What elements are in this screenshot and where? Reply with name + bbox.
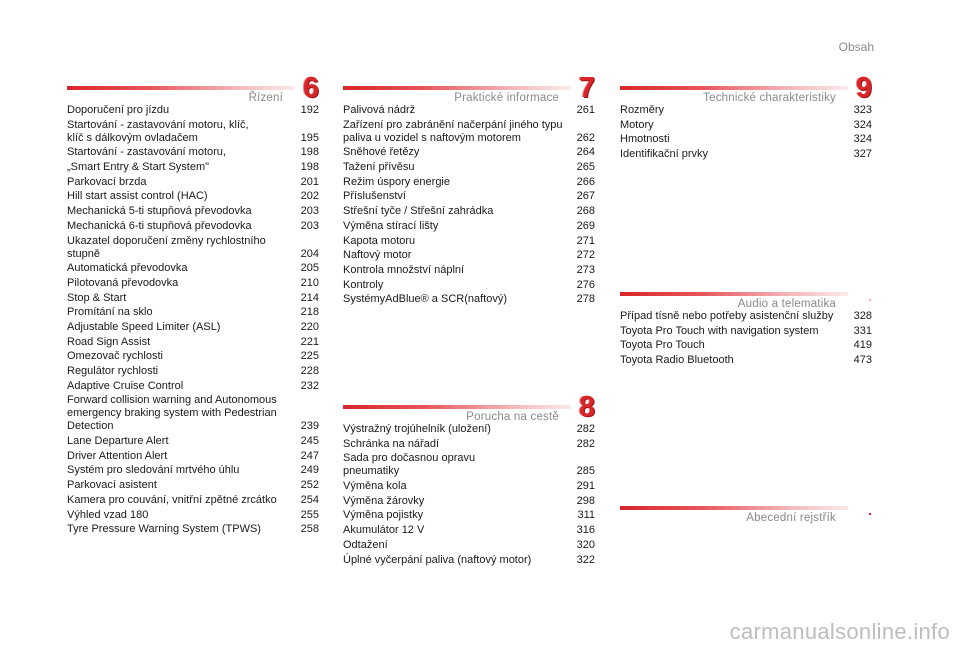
toc-entry-page: 278 <box>576 293 595 306</box>
toc-entry-page: 419 <box>853 339 872 352</box>
toc-entry-label: Střešní tyče / Střešní zahrádka <box>343 205 494 218</box>
toc-entry-page: 323 <box>853 104 872 116</box>
toc-entry-page: 198 <box>300 161 319 174</box>
toc-entry-page: 327 <box>853 148 872 161</box>
toc-entry-label: Kontrola množství náplní <box>343 263 465 276</box>
toc-entry-page: 273 <box>576 263 595 276</box>
toc-entry[interactable] <box>67 292 319 305</box>
toc-entry-page: 228 <box>300 365 319 377</box>
toc-entry[interactable] <box>620 354 872 367</box>
section-audio-a-telematika <box>620 280 872 369</box>
toc-entry-label: Parkovací brzda <box>67 175 147 188</box>
section-header <box>343 74 595 104</box>
section-title: Porucha na cestě <box>466 411 559 423</box>
toc-entry-page: 265 <box>576 161 595 174</box>
toc-entry[interactable] <box>67 277 319 290</box>
toc-list <box>343 104 595 306</box>
toc-entry-page: 268 <box>576 205 595 218</box>
toc-entry-page: 298 <box>576 494 595 507</box>
toc-entry-page: 220 <box>300 320 319 333</box>
toc-entry[interactable] <box>343 104 595 117</box>
toc-entry[interactable] <box>67 262 319 275</box>
toc-entry-page: 272 <box>576 249 595 262</box>
toc-entry[interactable] <box>343 119 595 145</box>
toc-entry-label: Automatická převodovka <box>67 262 188 275</box>
toc-entry-page: 322 <box>576 553 595 566</box>
toc-entry-page: 473 <box>853 354 872 367</box>
toc-entry-page: 249 <box>300 464 319 477</box>
toc-entry-label: Příslušenství <box>343 190 406 203</box>
toc-entry-page: 261 <box>576 104 595 116</box>
toc-entry[interactable] <box>67 161 319 174</box>
section-number-badge: . <box>868 502 872 518</box>
toc-entry[interactable] <box>343 264 595 277</box>
toc-entry-label: Mechanická 6-ti stupňová převodovka <box>67 219 252 232</box>
toc-entry[interactable] <box>67 365 319 378</box>
toc-entry-page: 316 <box>576 524 595 537</box>
toc-entry-label: Výměna stírací lišty <box>343 219 439 232</box>
toc-list <box>620 310 872 367</box>
toc-entry-label: Toyota Radio Bluetooth <box>620 354 734 367</box>
toc-entry[interactable] <box>343 554 595 567</box>
section-divider <box>620 506 848 510</box>
toc-entry[interactable] <box>67 509 319 522</box>
toc-entry[interactable] <box>343 220 595 233</box>
toc-entry-page: 264 <box>576 146 595 159</box>
toc-entry-label: Sada pro dočasnou opravu pneumatiky <box>343 452 476 478</box>
toc-entry[interactable] <box>67 350 319 363</box>
toc-entry[interactable] <box>67 464 319 477</box>
toc-entry[interactable] <box>343 235 595 248</box>
section-header <box>343 393 595 423</box>
toc-entry[interactable] <box>343 176 595 189</box>
toc-entry-page: 221 <box>300 335 319 348</box>
toc-entry-label: Pilotovaná převodovka <box>67 276 179 289</box>
toc-entry[interactable] <box>343 524 595 537</box>
section-divider <box>620 86 848 90</box>
section-number-badge: 9 <box>855 72 872 104</box>
toc-entry-label: Výměna žárovky <box>343 494 425 507</box>
toc-entry-page: 192 <box>300 104 319 116</box>
toc-entry-page: 262 <box>576 131 595 144</box>
section-divider <box>67 86 295 90</box>
toc-entry-page: 328 <box>853 310 872 322</box>
toc-entry[interactable] <box>343 509 595 522</box>
section-header <box>620 494 872 524</box>
section-rizeni <box>67 74 319 538</box>
toc-entry[interactable] <box>67 306 319 319</box>
toc-entry-label: Odtažení <box>343 538 388 551</box>
toc-entry-label: Adjustable Speed Limiter (ASL) <box>67 320 221 333</box>
toc-entry[interactable] <box>67 494 319 507</box>
toc-entry-page: 232 <box>300 379 319 392</box>
section-header <box>620 74 872 104</box>
toc-entry-label: Startování - zastavování motoru, klíč, klíč s dálkovým ovladačem <box>67 118 249 144</box>
toc-entry-page: 258 <box>300 523 319 536</box>
toc-entry-page: 210 <box>300 276 319 289</box>
toc-entry-label: Schránka na nářadí <box>343 437 440 450</box>
toc-entry-page: 203 <box>300 219 319 232</box>
toc-entry-page: 267 <box>576 190 595 203</box>
toc-entry[interactable] <box>67 380 319 393</box>
toc-entry[interactable] <box>67 523 319 536</box>
toc-entry-page: 214 <box>300 291 319 304</box>
section-prakticke-informace <box>343 74 595 308</box>
watermark: carmanualsonline.info <box>729 619 950 644</box>
toc-entry-label: Tyre Pressure Warning System (TPWS) <box>67 523 261 536</box>
toc-entry-label: Akumulátor 12 V <box>343 524 425 537</box>
section-title: Technické charakteristiky <box>703 92 836 104</box>
toc-entry[interactable] <box>343 423 595 436</box>
toc-entry-label: Systém pro sledování mrtvého úhlu <box>67 464 240 477</box>
toc-entry-label: Doporučení pro jízdu <box>67 104 170 116</box>
toc-entry-page: 203 <box>300 205 319 218</box>
toc-entry-page: 282 <box>576 437 595 450</box>
toc-entry[interactable] <box>67 479 319 492</box>
toc-entry-label: Výměna pojistky <box>343 509 424 522</box>
toc-list <box>620 104 872 161</box>
toc-entry-label: Režim úspory energie <box>343 175 450 188</box>
toc-entry-label: Parkovací asistent <box>67 479 157 492</box>
toc-entry-page: 311 <box>577 509 595 522</box>
toc-entry-label: Driver Attention Alert <box>67 449 168 462</box>
toc-entry[interactable] <box>67 235 319 261</box>
toc-entry[interactable] <box>67 336 319 349</box>
toc-entry[interactable] <box>343 161 595 174</box>
toc-entry-page: 198 <box>300 146 319 159</box>
toc-entry[interactable] <box>343 438 595 451</box>
toc-entry[interactable] <box>620 148 872 161</box>
toc-entry[interactable] <box>343 249 595 262</box>
section-title: Řízení <box>248 92 283 104</box>
section-title: Abecední rejstřík <box>746 512 836 524</box>
toc-entry[interactable] <box>620 325 872 338</box>
toc-entry-page: 331 <box>853 324 872 337</box>
toc-entry-label: Motory <box>620 118 654 131</box>
toc-entry[interactable] <box>67 104 319 117</box>
section-number-badge: . <box>868 288 872 304</box>
toc-entry[interactable] <box>343 495 595 508</box>
toc-entry[interactable] <box>343 146 595 159</box>
toc-entry-label: Úplné vyčerpání paliva (naftový motor) <box>343 553 532 566</box>
toc-entry-label: „Smart Entry & Start System" <box>67 161 210 174</box>
toc-entry-page: 291 <box>576 480 595 493</box>
toc-entry-label: Omezovač rychlosti <box>67 350 163 363</box>
toc-entry-label: Adaptive Cruise Control <box>67 379 184 392</box>
toc-entry-page: 266 <box>576 175 595 188</box>
toc-entry-label: Rozměry <box>620 104 665 116</box>
toc-entry-label: Palivová nádrž <box>343 104 416 116</box>
toc-entry-page: 218 <box>300 306 319 319</box>
toc-entry-page: 271 <box>576 234 595 247</box>
toc-entry-label: Lane Departure Alert <box>67 435 169 448</box>
toc-entry[interactable] <box>343 190 595 203</box>
section-title: Praktické informace <box>454 92 559 104</box>
toc-entry[interactable] <box>67 435 319 448</box>
toc-entry-label: Startování - zastavování motoru, <box>67 146 226 159</box>
toc-entry-page: 204 <box>300 247 319 260</box>
toc-entry[interactable] <box>620 104 872 117</box>
toc-entry-page: 282 <box>576 423 595 435</box>
toc-entry-page: 245 <box>300 435 319 448</box>
toc-entry[interactable] <box>343 205 595 218</box>
toc-entry-label: Ukazatel doporučení změny rychlostního stupně <box>67 234 266 260</box>
section-number-badge: 7 <box>578 72 595 104</box>
toc-entry-label: Stop & Start <box>67 291 127 304</box>
toc-entry[interactable] <box>620 310 872 323</box>
toc-entry-page: 269 <box>576 219 595 232</box>
toc-entry[interactable] <box>67 450 319 463</box>
toc-entry-label: Toyota Pro Touch with navigation system <box>620 324 819 337</box>
toc-entry[interactable] <box>67 190 319 203</box>
section-number-badge: 6 <box>302 72 319 104</box>
toc-entry-label: Kapota motoru <box>343 234 416 247</box>
toc-entry[interactable] <box>67 146 319 159</box>
toc-entry-label: Výstražný trojúhelník (uložení) <box>343 423 491 435</box>
toc-entry-label: Výhled vzad 180 <box>67 508 149 521</box>
toc-entry-page: 252 <box>300 479 319 492</box>
toc-entry-label: Naftový motor <box>343 249 412 262</box>
toc-entry[interactable] <box>620 133 872 146</box>
toc-entry-label: Případ tísně nebo potřeby asistenční služby <box>620 310 834 322</box>
section-title: Audio a telematika <box>737 298 836 310</box>
toc-entry-page: 205 <box>300 262 319 275</box>
toc-entry[interactable] <box>67 205 319 218</box>
toc-entry-page: 247 <box>300 449 319 462</box>
toc-entry[interactable] <box>67 220 319 233</box>
toc-entry-label: Promítání na sklo <box>67 306 153 319</box>
toc-list <box>343 423 595 567</box>
toc-entry[interactable] <box>343 480 595 493</box>
section-divider <box>343 405 571 409</box>
toc-entry-label: Hmotnosti <box>620 133 670 146</box>
toc-entry-label: Výměna kola <box>343 480 407 493</box>
toc-entry-page: 254 <box>300 493 319 506</box>
toc-entry-label: Kamera pro couvání, vnitřní zpětné zrcátko <box>67 493 277 506</box>
toc-entry-page: 285 <box>576 465 595 478</box>
toc-entry-page: 320 <box>576 538 595 551</box>
toc-entry-page: 195 <box>300 131 319 144</box>
toc-entry-label: Identifikační prvky <box>620 148 709 161</box>
section-header <box>67 74 319 104</box>
section-porucha-na-ceste <box>343 393 595 568</box>
toc-entry[interactable] <box>67 176 319 189</box>
toc-entry[interactable] <box>343 452 595 478</box>
toc-entry-label: Road Sign Assist <box>67 335 151 348</box>
section-number-badge: 8 <box>578 391 595 423</box>
toc-entry-page: 239 <box>300 420 319 433</box>
toc-entry-page: 225 <box>300 350 319 363</box>
toc-entry-label: Hill start assist control (HAC) <box>67 190 208 203</box>
section-abecedni-rejstrik <box>620 494 872 524</box>
toc-entry[interactable] <box>343 539 595 552</box>
toc-entry-label: SystémyAdBlue® a SCR(naftový) <box>343 293 507 306</box>
section-divider <box>343 86 571 90</box>
section-technicke-charakteristiky <box>620 74 872 163</box>
toc-entry[interactable] <box>343 293 595 306</box>
toc-list <box>67 104 319 536</box>
toc-entry-label: Kontroly <box>343 278 384 291</box>
toc-entry-page: 276 <box>576 278 595 291</box>
page-title: Obsah <box>838 40 874 54</box>
toc-entry-page: 255 <box>300 508 319 521</box>
toc-entry-page: 324 <box>853 133 872 146</box>
toc-entry-label: Toyota Pro Touch <box>620 339 705 352</box>
section-header <box>620 280 872 310</box>
toc-entry-page: 201 <box>300 175 319 188</box>
toc-entry[interactable] <box>620 119 872 132</box>
toc-entry-page: 202 <box>300 190 319 203</box>
toc-entry[interactable] <box>67 394 319 433</box>
toc-entry-label: Regulátor rychlosti <box>67 365 159 377</box>
toc-entry-page: 324 <box>853 118 872 131</box>
toc-entry-label: Mechanická 5-ti stupňová převodovka <box>67 205 252 218</box>
toc-entry[interactable] <box>67 321 319 334</box>
toc-entry-label: Forward collision warning and Autonomous emergency braking system with Pedestrian Detection <box>67 394 277 433</box>
toc-entry-label: Tažení přívěsu <box>343 161 415 174</box>
toc-entry-label: Sněhové řetězy <box>343 146 420 159</box>
toc-entry[interactable] <box>67 119 319 145</box>
toc-entry-label: Zařízení pro zabránění načerpání jiného typu paliva u vozidel s naftovým motorem <box>343 118 563 144</box>
toc-entry[interactable] <box>343 279 595 292</box>
toc-entry[interactable] <box>620 339 872 352</box>
section-divider <box>620 292 848 296</box>
